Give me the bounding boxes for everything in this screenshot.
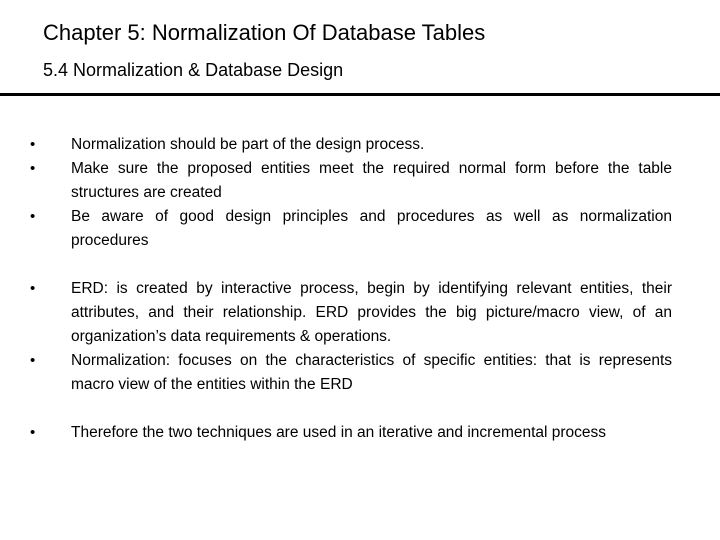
header-divider (0, 93, 720, 96)
bullet-dot-icon: • (30, 352, 36, 369)
bullet-dot-icon: • (30, 280, 36, 297)
slide-title: Chapter 5: Normalization Of Database Tables (43, 20, 486, 45)
bullet-dot-icon: • (30, 424, 36, 441)
bullet-item (30, 133, 672, 157)
bullet-item (30, 277, 672, 349)
bullet-text: : focuses on the characteristics of specific entities: that is represents macro view of the entities within the ERD (71, 352, 672, 393)
bullet-item (30, 157, 672, 205)
bullet-item (30, 421, 672, 445)
bullet-term: ERD (71, 280, 104, 297)
bullet-text: Make sure the proposed entities meet the required normal form before the table structures are created (71, 160, 672, 201)
bullet-term: Normalization (71, 352, 166, 369)
bullet-dot-icon: • (30, 208, 36, 225)
bullet-dot-icon: • (30, 136, 36, 153)
bullet-item (30, 349, 672, 397)
bullet-dot-icon: • (30, 160, 36, 177)
bullet-text: Therefore the two techniques are used in an iterative and incremental process (71, 424, 607, 441)
bullet-text: Be aware of good design principles and procedures as well as normalization procedures (71, 208, 672, 249)
bullet-text: : is created by interactive process, begin by identifying relevant entities, their attributes, and their relationship. ERD provides the big picture/macro view, of an organization’s data requirements & operations. (71, 280, 672, 345)
bullet-list (30, 133, 672, 445)
bullet-text: Normalization should be part of the design process. (71, 136, 425, 153)
bullet-item (30, 205, 672, 253)
slide-header (43, 18, 703, 83)
slide-subtitle: 5.4 Normalization & Database Design (43, 60, 344, 80)
